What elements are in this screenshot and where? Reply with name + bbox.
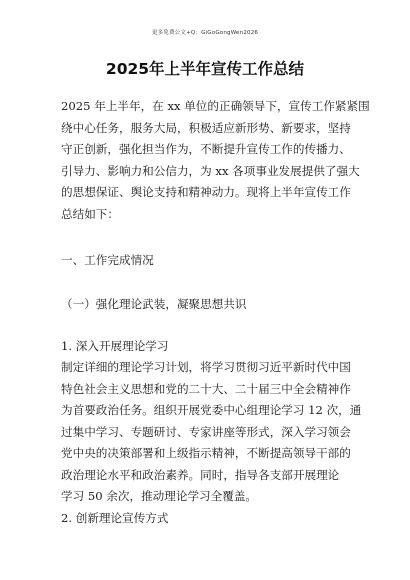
subsection-heading-text: （一）强化理论武装，凝聚思想共识 — [61, 297, 247, 311]
paragraph-line: 制定详细的理论学习计划，将学习贯彻习近平新时代中国 — [61, 360, 351, 374]
intro-line: 总结如下： — [61, 206, 119, 221]
section-heading — [61, 250, 353, 272]
intro-line: 的思想保证、舆论支持和精神动力。现将上半年宣传工作 — [61, 185, 351, 199]
intro-line: 引导力、影响力和公信力，为 xx 各项事业发展提供了强大 — [61, 163, 360, 178]
paragraph-line: 特色社会主义思想和党的二十大、二十届三中全会精神作 — [61, 381, 351, 396]
item-heading — [61, 508, 353, 530]
paragraph-line: 党中央的决策部署和上级指示精神，不断提高领导干部的 — [61, 446, 351, 460]
document-title: 2025年上半年宣传工作总结 — [105, 60, 305, 78]
item-heading — [61, 336, 353, 358]
paragraph-line: 政治理论水平和政治素养。同时，指导各支部开展理论 — [61, 467, 340, 482]
intro-line: 2025 年上半年，在 xx 单位的正确领导下，宣传工作紧紧围 — [61, 99, 370, 113]
intro-line: 守正创新，强化担当作为，不断提升宣传工作的传播力、 — [61, 142, 351, 156]
paragraph-line: 为首要政治任务。组织开展党委中心组理论学习 12 次，通 — [61, 403, 362, 417]
section-heading-text: 一、工作完成情况 — [61, 253, 154, 267]
item-heading-text: 1. 深入开展理论学习 — [61, 339, 169, 353]
subsection-heading — [61, 294, 353, 316]
paragraph-line: 过集中学习、专题研讨、专家讲座等形式，深入学习领会 — [61, 424, 351, 439]
item-heading-text: 2. 创新理论宣传方式 — [61, 511, 169, 525]
intro-line: 绕中心任务，服务大局，积极适应新形势、新要求，坚持 — [61, 120, 351, 135]
header-note: 更多免费公文+Q：GiGoGongWen2026 — [151, 30, 259, 36]
item-paragraph — [61, 357, 362, 508]
paragraph-line: 学习 50 余次，推动理论学习全覆盖。 — [61, 489, 258, 503]
intro-paragraph — [61, 96, 370, 225]
